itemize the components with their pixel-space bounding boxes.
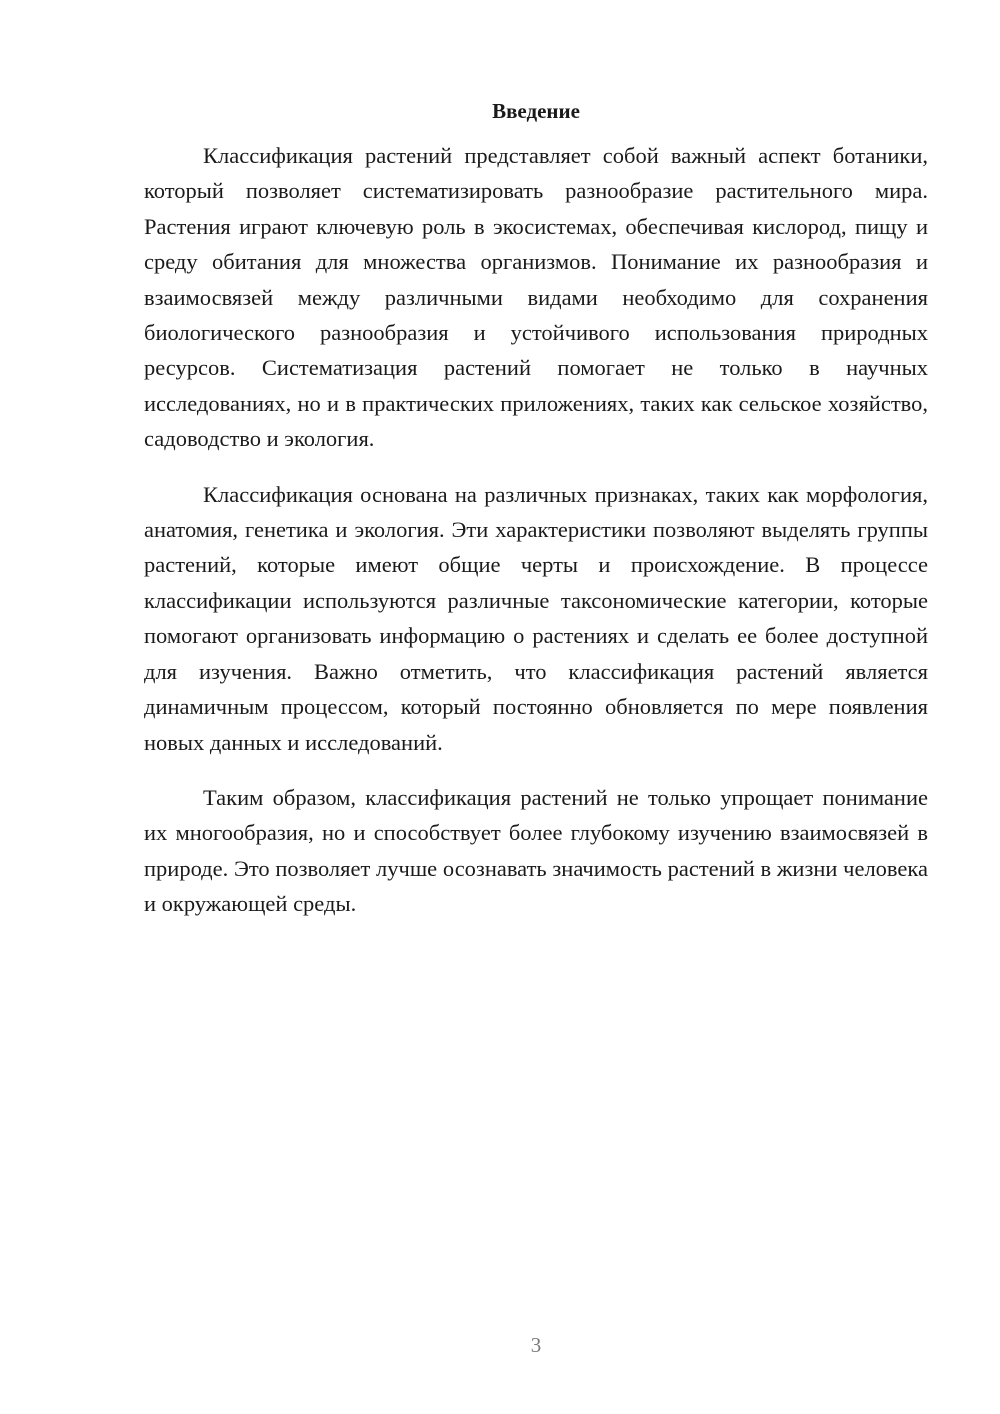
section-title: Введение bbox=[492, 99, 580, 123]
paragraph-3: Таким образом, классификация растений не только упрощает понимание их многообразия, но и способствует более глубокому изучению взаимосвязей в природе. Это позволяет лучше осознавать значимость растений в жизни человека и окружающей среды. bbox=[144, 784, 928, 917]
paragraph-1: Классификация растений представляет собой важный аспект ботаники, который позволяет систематизировать разнообразие растительного мира. Растения играют ключевую роль в экосистемах, обеспечивая кислород, пищу и среду обитания для множества организмов. Понимание их разнообразия и взаимосвязей между различными видами необходимо для сохранения биологического разнообразия и устойчивого использования природных ресурсов. Систематизация растений помогает не только в научных исследованиях, но и в практических приложениях, таких как сельское хозяйство, садоводство и экология. bbox=[144, 143, 928, 452]
page-content bbox=[144, 96, 928, 922]
page-number: 3 bbox=[530, 1333, 542, 1357]
paragraph-2: Классификация основана на различных признаках, таких как морфология, анатомия, генетика и экология. Эти характеристики позволяют выделять группы растений, которые имеют общие черты и происхождение. В процессе классификации используются различные таксономические категории, которые помогают организовать информацию о растениях и сделать ее более доступной для изучения. Важно отметить, что классификация растений является динамичным процессом, который постоянно обновляется по мере появления новых данных и исследований. bbox=[144, 481, 928, 755]
